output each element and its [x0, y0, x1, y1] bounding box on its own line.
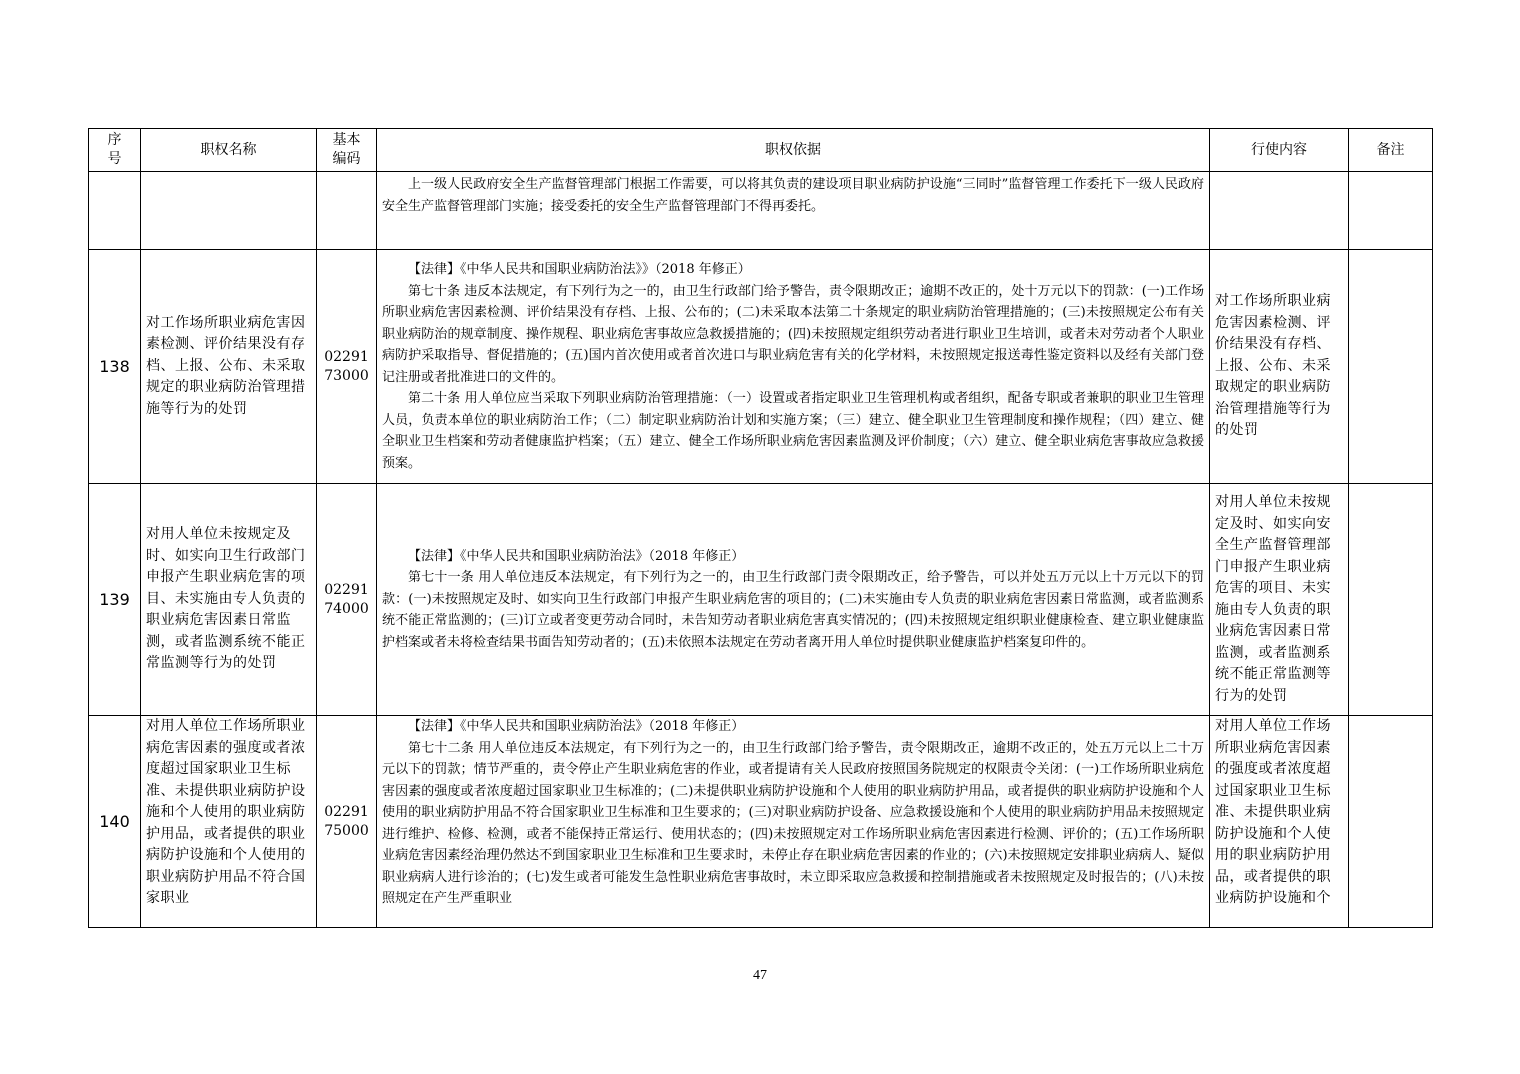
table-row — [89, 716, 1433, 928]
row-remark — [1349, 172, 1433, 250]
row-remark — [1349, 484, 1433, 716]
row-basis — [377, 250, 1210, 484]
basis-paragraph: 第七十二条 用人单位违反本法规定，有下列行为之一的，由卫生行政部门给予警告，责令限期改正，逾期不改正的，处五万元以上二十万元以下的罚款；情节严重的，责令停止产生职业病危害的作业，或者提请有关人民政府按照国务院规定的权限责令关闭：(一)工作场所职业病危害因素的强度或者浓度超过国家职业卫生标准的；(二)未提供职业病防护设施和个人使用的职业病防护用品，或者提供的职业病防护设施和个人使用的职业病防护用品不符合国家职业卫生标准和卫生要求的；(三)对职业病防护设备、应急救援设施和个人使用的职业病防护用品未按照规定进行维护、检修、检测，或者不能保持正常运行、使用状态的；(四)未按照规定对工作场所职业病危害因素进行检测、评价的；(五)工作场所职业病危害因素经治理仍然达不到国家职业卫生标准和卫生要求时，未停止存在职业病危害因素的作业的；(六)未按照规定安排职业病病人、疑似职业病病人进行诊治的；(七)发生或者可能发生急性职业病危害事故时，未立即采取应急救援和控制措施或者未按照规定及时报告的；(八)未按照规定在产生严重职业 — [382, 740, 1204, 906]
table-row — [89, 172, 1433, 250]
table-row — [89, 250, 1433, 484]
basis-paragraph: 第二十条 用人单位应当采取下列职业病防治管理措施：（一）设置或者指定职业卫生管理机构或者组织，配备专职或者兼职的职业卫生管理人员，负责本单位的职业病防治工作；（二）制定职业病防治计划和实施方案；（三）建立、健全职业卫生管理制度和操作规程；（四）建立、健全职业卫生档案和劳动者健康监护档案；（五）建立、健全工作场所职业病危害因素监测及评价制度；（六）建立、健全职业病危害事故应急救援预案。 — [382, 391, 1204, 471]
row-basis — [377, 172, 1210, 250]
header-remark: 备注 — [1349, 129, 1433, 172]
header-content: 行使内容 — [1210, 129, 1349, 172]
row-remark — [1349, 250, 1433, 484]
basis-paragraph: 第七十条 违反本法规定，有下列行为之一的，由卫生行政部门给予警告，责令限期改正；逾期不改正的，处十万元以下的罚款：(一)工作场所职业病危害因素检测、评价结果没有存档、上报、公布的；(二)未采取本法第二十条规定的职业病防治管理措施的；(三)未按照规定公布有关职业病防治的规章制度、操作规程、职业病危害事故应急救援措施的；(四)未按照规定组织劳动者进行职业卫生培训，或者未对劳动者个人职业病防护采取指导、督促措施的；(五)国内首次使用或者首次进口与职业病危害有关的化学材料，未按照规定报送毒性鉴定资料以及经有关部门登记注册或者批准进口的文件的。 — [382, 283, 1204, 385]
row-code: 02291 75000 — [317, 716, 377, 928]
header-seq: 序 号 — [89, 129, 141, 172]
header-basis: 职权依据 — [377, 129, 1210, 172]
header-code: 基本 编码 — [317, 129, 377, 172]
row-name — [141, 172, 317, 250]
header-name: 职权名称 — [141, 129, 317, 172]
row-name: 对用人单位工作场所职业病危害因素的强度或者浓度超过国家职业卫生标准、未提供职业病防护设施和个人使用的职业病防护用品，或者提供的职业病防护设施和个人使用的职业病防护用品不符合国家职业 — [141, 716, 317, 928]
row-seq — [89, 172, 141, 250]
basis-paragraph: 【法律】《中华人民共和国职业病防治法》》（2018 年修正） — [408, 262, 751, 277]
basis-paragraph: 【法律】《中华人民共和国职业病防治法》（2018 年修正） — [408, 548, 745, 564]
row-seq: 140 — [89, 716, 141, 928]
row-content: 对工作场所职业病危害因素检测、评价结果没有存档、上报、公布、未采取规定的职业病防治管理措施等行为的处罚 — [1210, 250, 1349, 484]
basis-paragraph: 【法律】《中华人民共和国职业病防治法》（2018 年修正） — [408, 719, 745, 734]
row-remark — [1349, 716, 1433, 928]
row-seq: 138 — [89, 250, 141, 484]
page-number: 47 — [753, 968, 767, 983]
row-code: 02291 73000 — [317, 250, 377, 484]
row-content — [1210, 172, 1349, 250]
row-content: 对用人单位工作场所职业病危害因素的强度或者浓度超过国家职业卫生标准、未提供职业病防护设施和个人使用的职业病防护用品，或者提供的职业病防护设施和个 — [1210, 716, 1349, 928]
basis-paragraph: 第七十一条 用人单位违反本法规定，有下列行为之一的，由卫生行政部门责令限期改正，给予警告，可以并处五万元以上十万元以下的罚款：(一)未按照规定及时、如实向卫生行政部门申报产生职业病危害的项目的；(二)未实施由专人负责的职业病危害因素日常监测，或者监测系统不能正常监测的；(三)订立或者变更劳动合同时，未告知劳动者职业病危害真实情况的；(四)未按照规定组织职业健康检查、建立职业健康监护档案或者未将检查结果书面告知劳动者的；(五)未依照本法规定在劳动者离开用人单位时提供职业健康监护档案复印件的。 — [382, 570, 1204, 650]
basis-paragraph: 上一级人民政府安全生产监督管理部门根据工作需要，可以将其负责的建设项目职业病防护设施“三同时”监督管理工作委托下一级人民政府安全生产监督管理部门实施；接受委托的安全生产监督管理部门不得再委托。 — [382, 177, 1204, 214]
authority-table — [88, 128, 1433, 928]
row-code: 02291 74000 — [317, 484, 377, 716]
row-seq: 139 — [89, 484, 141, 716]
row-name: 对工作场所职业病危害因素检测、评价结果没有存档、上报、公布、未采取规定的职业病防治管理措施等行为的处罚 — [141, 250, 317, 484]
row-basis — [377, 716, 1210, 928]
row-content: 对用人单位未按规定及时、如实向安全生产监督管理部门申报产生职业病危害的项目、未实施由专人负责的职业病危害因素日常监测，或者监测系统不能正常监测等行为的处罚 — [1210, 484, 1349, 716]
table-row — [89, 484, 1433, 716]
row-basis — [377, 484, 1210, 716]
row-code — [317, 172, 377, 250]
row-name: 对用人单位未按规定及时、如实向卫生行政部门申报产生职业病危害的项目、未实施由专人负责的职业病危害因素日常监测，或者监测系统不能正常监测等行为的处罚 — [141, 484, 317, 716]
table-header-row — [89, 129, 1433, 172]
